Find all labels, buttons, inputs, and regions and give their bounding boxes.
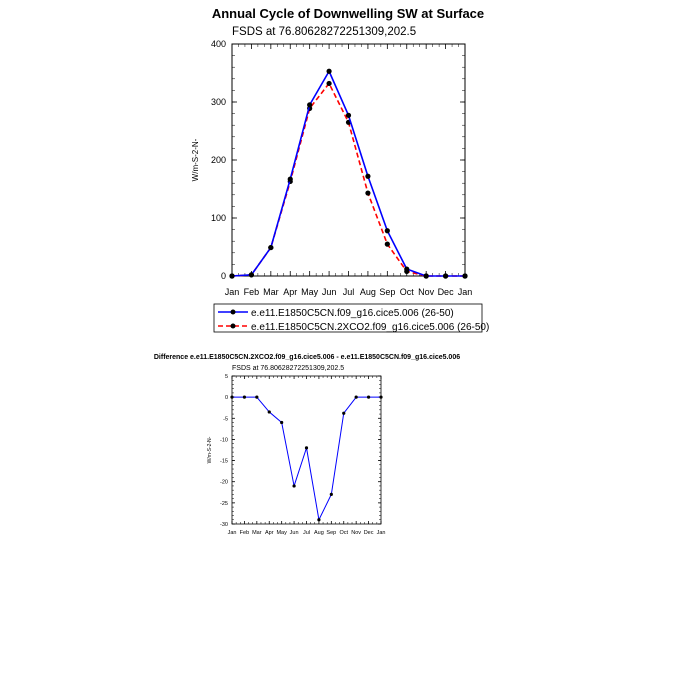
data-point xyxy=(305,446,308,449)
data-point xyxy=(317,518,320,521)
data-point xyxy=(326,69,331,74)
x-tick-label: Aug xyxy=(314,530,324,536)
x-tick-label: Oct xyxy=(339,530,349,536)
difference-chart xyxy=(154,354,460,536)
data-point xyxy=(385,228,390,233)
x-tick-label: Jan xyxy=(227,530,237,536)
x-tick-label: Aug xyxy=(359,287,376,297)
x-tick-label: Nov xyxy=(418,287,435,297)
data-point xyxy=(307,102,312,107)
x-tick-label: Sep xyxy=(379,287,396,297)
y-tick-label: -25 xyxy=(220,500,228,507)
x-tick-label: May xyxy=(301,287,319,297)
chart-title: Annual Cycle of Downwelling SW at Surface xyxy=(211,6,485,21)
data-point xyxy=(268,245,273,250)
y-axis-label: W/m-S-2-N- xyxy=(191,138,200,182)
x-tick-label: Mar xyxy=(252,530,262,536)
series-line-1 xyxy=(232,397,381,520)
data-point xyxy=(379,396,382,399)
y-tick-label: -15 xyxy=(220,458,228,465)
y-tick-label: 0 xyxy=(224,395,228,402)
y-tick-label: -10 xyxy=(220,437,228,444)
x-tick-label: Dec xyxy=(363,530,374,536)
x-tick-label: Jul xyxy=(342,287,355,297)
data-point xyxy=(326,81,331,86)
x-tick-label: Feb xyxy=(239,530,250,536)
data-point xyxy=(292,484,295,487)
data-point xyxy=(229,273,234,278)
data-point xyxy=(243,396,246,399)
x-tick-label: Sep xyxy=(326,530,337,536)
x-tick-label: Jan xyxy=(376,530,386,536)
data-point xyxy=(385,242,390,247)
x-tick-label: Jun xyxy=(321,287,337,297)
legend-entry-2 xyxy=(218,322,489,333)
x-axis xyxy=(228,376,386,536)
annual-cycle-chart xyxy=(191,6,489,333)
y-tick-label: -5 xyxy=(223,416,228,423)
data-point xyxy=(365,174,370,179)
series-line-2 xyxy=(232,83,465,276)
x-tick-label: May xyxy=(276,530,287,536)
series-line-1 xyxy=(232,71,465,276)
data-point xyxy=(249,272,254,277)
data-point xyxy=(280,421,283,424)
data-point xyxy=(462,273,467,278)
data-point xyxy=(288,177,293,182)
series-group xyxy=(230,396,382,522)
data-point xyxy=(255,396,258,399)
data-point xyxy=(355,396,358,399)
legend-marker xyxy=(231,324,236,329)
data-point xyxy=(367,396,370,399)
y-axis-label: W/m-S-2-N- xyxy=(207,436,213,464)
data-point xyxy=(404,266,409,271)
x-tick-label: Jan xyxy=(457,287,473,297)
series-group xyxy=(229,69,467,279)
legend-label: e.e11.E1850C5CN.2XCO2.f09_g16.cice5.006 (26-50) xyxy=(251,322,490,333)
legend xyxy=(214,304,489,333)
x-tick-label: Jun xyxy=(289,530,299,536)
y-tick-label: -30 xyxy=(220,522,228,528)
x-tick-label: Oct xyxy=(399,287,414,297)
legend-label: e.e11.E1850C5CN.f09_g16.cice5.006 (26-50) xyxy=(251,308,454,319)
y-tick-label: 400 xyxy=(210,39,226,49)
plot-frame xyxy=(232,44,465,276)
y-axis xyxy=(211,39,465,281)
x-tick-label: Feb xyxy=(243,287,260,297)
legend-marker xyxy=(231,310,236,315)
chart-subtitle: FSDS at 76.80628272251309,202.5 xyxy=(232,26,417,38)
data-point xyxy=(342,412,345,415)
y-tick-label: 5 xyxy=(224,374,228,380)
chart-subtitle: FSDS at 76.80628272251309,202.5 xyxy=(232,365,345,372)
x-tick-label: Jan xyxy=(224,287,240,297)
y-tick-label: 300 xyxy=(210,97,226,107)
y-tick-label: -20 xyxy=(220,479,228,486)
data-point xyxy=(424,273,429,278)
data-point xyxy=(365,190,370,195)
data-point xyxy=(443,273,448,278)
y-tick-label: 200 xyxy=(210,155,226,165)
chart-title: Difference e.e11.E1850C5CN.2XCO2.f09_g16.cice5.006 - e.e11.E1850C5CN.f09_g16.cice5.006 xyxy=(153,354,461,361)
y-tick-label: 0 xyxy=(220,271,226,281)
data-point xyxy=(268,410,271,413)
data-point xyxy=(330,493,333,496)
data-point xyxy=(230,396,233,399)
x-tick-label: Mar xyxy=(263,287,279,297)
x-tick-label: Apr xyxy=(264,530,274,536)
x-tick-label: Nov xyxy=(351,530,362,536)
x-tick-label: Dec xyxy=(437,287,454,297)
x-tick-label: Jul xyxy=(302,530,311,536)
data-point xyxy=(346,113,351,118)
y-tick-label: 100 xyxy=(210,213,226,223)
legend-entry-1 xyxy=(218,308,454,319)
x-tick-label: Apr xyxy=(283,287,298,297)
